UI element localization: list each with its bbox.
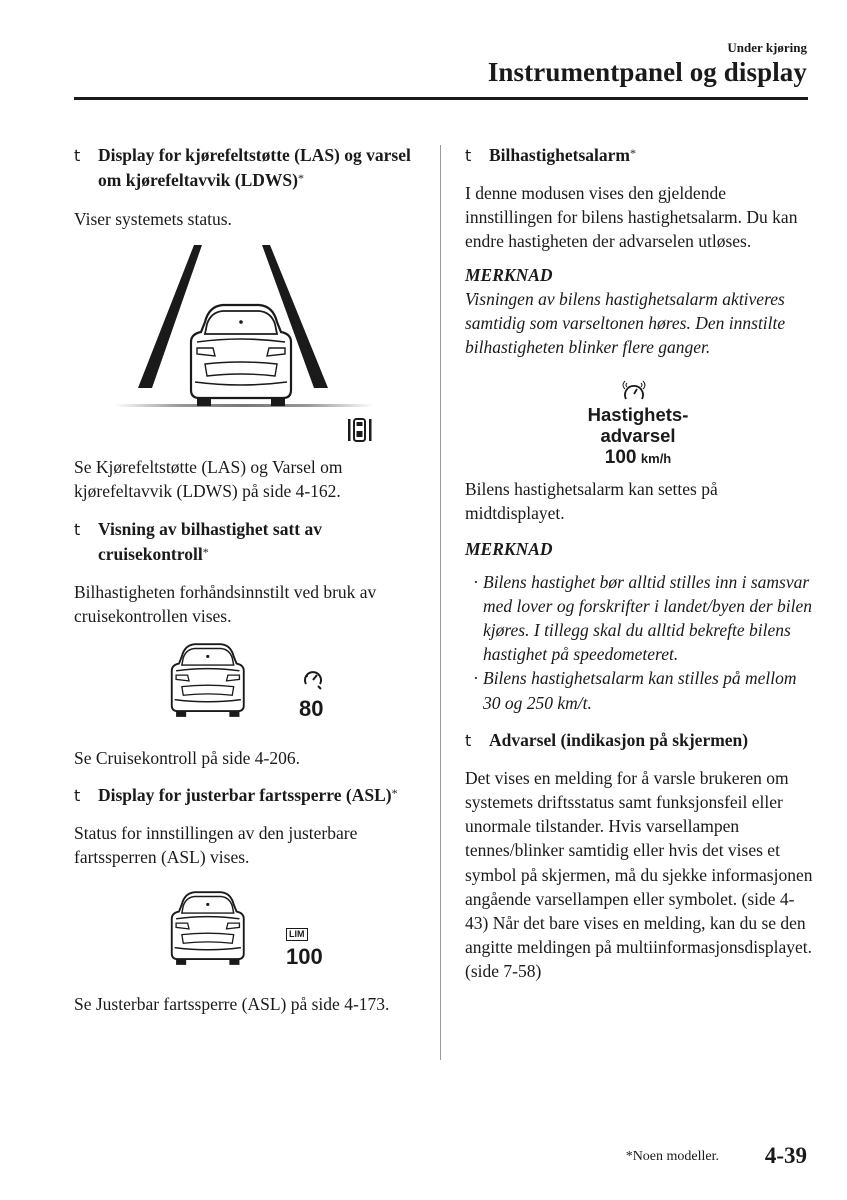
footnote-star: * xyxy=(391,786,398,801)
page-number: 4-39 xyxy=(764,1143,807,1168)
bullet-icon: t xyxy=(74,786,81,806)
column-divider xyxy=(440,145,441,1060)
asl-reference: Se Justerbar fartssperre (ASL) på side 4-173. xyxy=(74,993,390,1014)
las-status-icon xyxy=(348,419,372,441)
las-display-figure xyxy=(74,240,414,455)
footnote-star: * xyxy=(629,146,636,160)
bullet-icon: t xyxy=(74,519,81,539)
alarm-heading-text: Bilhastighetsalarm xyxy=(489,145,630,165)
cruise-speed-value: 80 xyxy=(299,696,324,722)
cruise-heading-text: Visning av bilhastighet satt av cruisekontroll xyxy=(98,518,322,564)
title-divider xyxy=(74,97,808,100)
alarm-body: I denne modusen vises den gjeldende innstillingen for bilens hastighetsalarm. Du kan endre hastigheten der advarselen utløses. xyxy=(465,183,798,252)
las-reference: Se Kjørefeltstøtte (LAS) og Varsel om kjørefeltavvik (LDWS) på side 4-162. xyxy=(74,457,343,502)
asl-heading xyxy=(74,783,414,808)
cruise-reference: Se Cruisekontroll på side 4-206. xyxy=(74,748,301,769)
asl-speed-value: 100 xyxy=(286,943,323,969)
page-title: Instrumentpanel og display xyxy=(487,57,807,87)
display-line1: Hastighets- xyxy=(587,404,689,426)
asl-illustration xyxy=(74,870,414,992)
las-heading-text: Display for kjørefeltstøtte (LAS) og varsel om kjørefeltavvik (LDWS) xyxy=(98,145,411,190)
cruise-control-icon xyxy=(305,672,321,689)
display-speed xyxy=(465,447,811,470)
footnote-star: * xyxy=(297,171,304,185)
cruise-body: Bilhastigheten forhåndsinnstilt ved bruk av cruisekontrollen vises. xyxy=(74,581,377,626)
car-rear-icon xyxy=(191,305,291,406)
las-body: Viser systemets status. xyxy=(74,209,232,229)
right-column xyxy=(465,143,815,984)
section-label: Under kjøring xyxy=(727,40,807,55)
note-heading: MERKNAD xyxy=(465,264,553,285)
cruise-illustration xyxy=(74,628,414,746)
note2-item: · Bilens hastighet bør alltid stilles inn i samsvar med lover og forskrifter i landet/byen der bilen kjøres. I tillegg skal du alltid bekrefte bilens hastighet på speedometeret. xyxy=(465,570,815,667)
footnote: *Noen modeller. xyxy=(625,1149,719,1164)
note2-item: · Bilens hastighetsalarm kan stilles på mellom 30 og 250 km/t. xyxy=(465,666,815,714)
left-column xyxy=(74,143,414,1016)
warning-heading-text: Advarsel (indikasjon på skjermen) xyxy=(489,729,749,750)
warning-heading xyxy=(465,728,815,753)
lane-car-illustration xyxy=(74,240,414,455)
speed-alarm-icon xyxy=(622,379,646,403)
display-line2: advarsel xyxy=(600,425,676,447)
footnote-star: * xyxy=(202,544,209,559)
note-text: Visningen av bilens hastighetsalarm aktiveres samtidig som varseltonen høres. Den innstilte bilhastigheten blinker flere ganger. xyxy=(465,288,786,358)
note2-list xyxy=(465,570,815,715)
asl-heading-text: Display for justerbar fartssperre (ASL) xyxy=(98,785,392,806)
car-rear-icon xyxy=(172,644,244,717)
bullet-icon: t xyxy=(74,146,81,165)
note2-heading: MERKNAD xyxy=(465,538,553,559)
alarm-heading xyxy=(465,143,815,168)
display-speed-unit: km/h xyxy=(640,451,672,467)
bullet-icon: t xyxy=(465,730,472,750)
alarm-after-text: Bilens hastighetsalarm kan settes på midtdisplayet. xyxy=(465,479,718,524)
cruise-display-figure xyxy=(74,628,414,746)
cruise-heading xyxy=(74,517,414,567)
car-rear-icon xyxy=(172,892,244,965)
lim-badge: LIM xyxy=(286,928,308,941)
las-heading xyxy=(74,143,414,193)
speed-alarm-display xyxy=(465,379,815,475)
warning-body: Det vises en melding for å varsle brukeren om systemets driftsstatus samt funksjonsfeil eller unormale tilstander. Hvis varsellampen tennes/blinker samtidig eller hvis det vises et symbol på skjermen, må du sjekke informasjonen angående varsellampen eller symbolet. (side 4-43) Når det bare vises en melding, kan du se den angitte meldingen på multiinformasjonsdisplayet. (side 7-58) xyxy=(465,767,813,982)
display-speed-value: 100 xyxy=(604,447,637,469)
bullet-icon: t xyxy=(465,146,472,165)
asl-body: Status for innstillingen av den justerbare fartssperren (ASL) vises. xyxy=(74,823,358,868)
asl-display-figure xyxy=(74,870,414,992)
